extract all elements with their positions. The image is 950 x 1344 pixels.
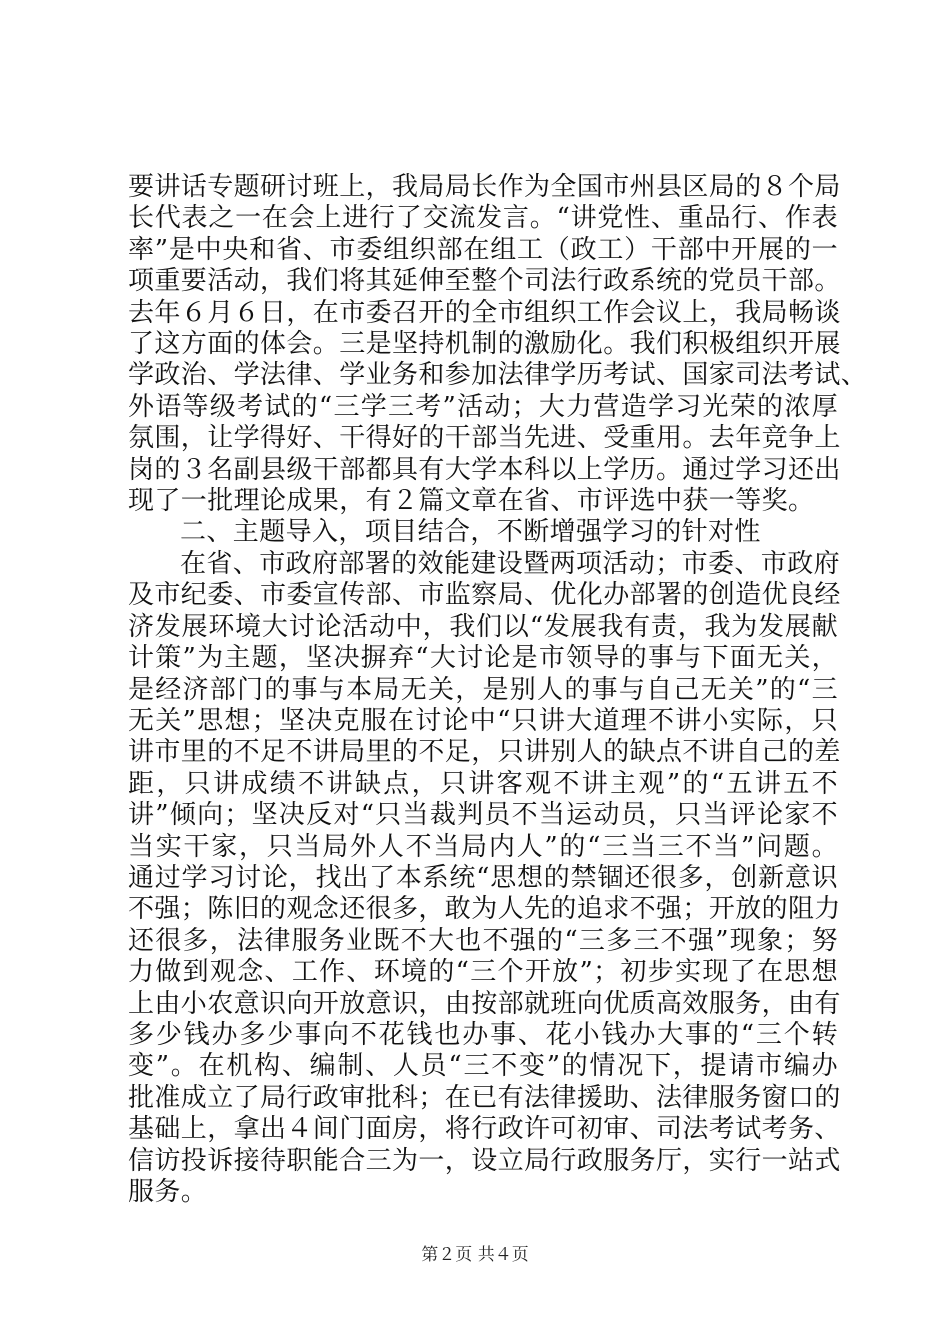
text-line: 信访投诉接待职能合三为一，设立局行政服务厅，实行一站式 <box>128 1145 841 1176</box>
text-line: 讲市里的不足不讲局里的不足，只讲别人的缺点不讲自己的差 <box>128 737 841 768</box>
text-line: 距，只讲成绩不讲缺点，只讲客观不讲主观”的“五讲五不 <box>128 768 838 799</box>
text-line: 岗的３名副县级干部都具有大学本科以上学历。通过学习还出 <box>128 454 841 485</box>
text-line: 无关”思想；坚决克服在讨论中“只讲大道理不讲小实际，只 <box>128 705 838 736</box>
text-line: 项重要活动，我们将其延伸至整个司法行政系统的党员干部。 <box>128 266 841 297</box>
text-line: 济发展环境大讨论活动中，我们以“发展我有责，我为发展献 <box>128 611 838 642</box>
text-line: 去年６月６日，在市委召开的全市组织工作会议上，我局畅谈 <box>128 297 841 328</box>
text-line: 不强；陈旧的观念还很多，敢为人先的追求不强；开放的阻力 <box>128 894 841 925</box>
text-line: 批准成立了局行政审批科；在已有法律援助、法律服务窗口的 <box>128 1082 841 1113</box>
text-line: 外语等级考试的“三学三考”活动；大力营造学习光荣的浓厚 <box>128 391 838 422</box>
text-line: 现了一批理论成果，有２篇文章在省、市评选中获一等奖。 <box>128 486 815 517</box>
text-line: 要讲话专题研讨班上，我局局长作为全国市州县区局的８个局 <box>128 172 841 202</box>
text-line: 讲”倾向；坚决反对“只当裁判员不当运动员，只当评论家不 <box>128 800 838 831</box>
document-body <box>128 172 868 1208</box>
text-line: 多少钱办多少事向不花钱也办事、花小钱办大事的“三个转 <box>128 1019 838 1050</box>
text-line: 通过学习讨论，找出了本系统“思想的禁锢还很多，创新意识 <box>128 862 838 893</box>
text-line: 学政治、学法律、学业务和参加法律学历考试、国家司法考试、 <box>128 360 868 391</box>
text-line: 是经济部门的事与本局无关，是别人的事与自己无关”的“三 <box>128 674 838 705</box>
text-line: 上由小农意识向开放意识，由按部就班向优质高效服务，由有 <box>128 988 841 1019</box>
text-line: 当实干家，只当局外人不当局内人”的“三当三不当”问题。 <box>128 831 838 862</box>
text-line: 长代表之一在会上进行了交流发言。“讲党性、重品行、作表 <box>128 203 838 234</box>
text-line: 服务。 <box>128 1177 208 1207</box>
section-heading: 二、主题导入，项目结合，不断增强学习的针对性 <box>180 517 761 548</box>
text-line: 了这方面的体会。三是坚持机制的激励化。我们积极组织开展 <box>128 329 841 360</box>
text-line: 计策”为主题，坚决摒弃“大讨论是市领导的事与下面无关， <box>128 643 838 674</box>
text-line: 还很多，法律服务业既不大也不强的“三多三不强”现象；努 <box>128 925 838 956</box>
text-line: 变”。在机构、编制、人员“三不变”的情况下，提请市编办 <box>128 1051 838 1082</box>
paragraph-first-line: 在省、市政府部署的效能建设暨两项活动；市委、市政府 <box>180 548 841 579</box>
text-line: 氛围，让学得好、干得好的干部当先进、受重用。去年竞争上 <box>128 423 841 454</box>
text-line: 及市纪委、市委宣传部、市监察局、优化办部署的创造优良经 <box>128 580 841 611</box>
page-number-footer: 第２页 共４页 <box>421 1245 529 1265</box>
text-line: 力做到观念、工作、环境的“三个开放”；初步实现了在思想 <box>128 957 838 988</box>
text-line: 率”是中央和省、市委组织部在组工（政工）干部中开展的一 <box>128 234 838 265</box>
text-line: 基础上，拿出４间门面房，将行政许可初审、司法考试考务、 <box>128 1114 841 1145</box>
